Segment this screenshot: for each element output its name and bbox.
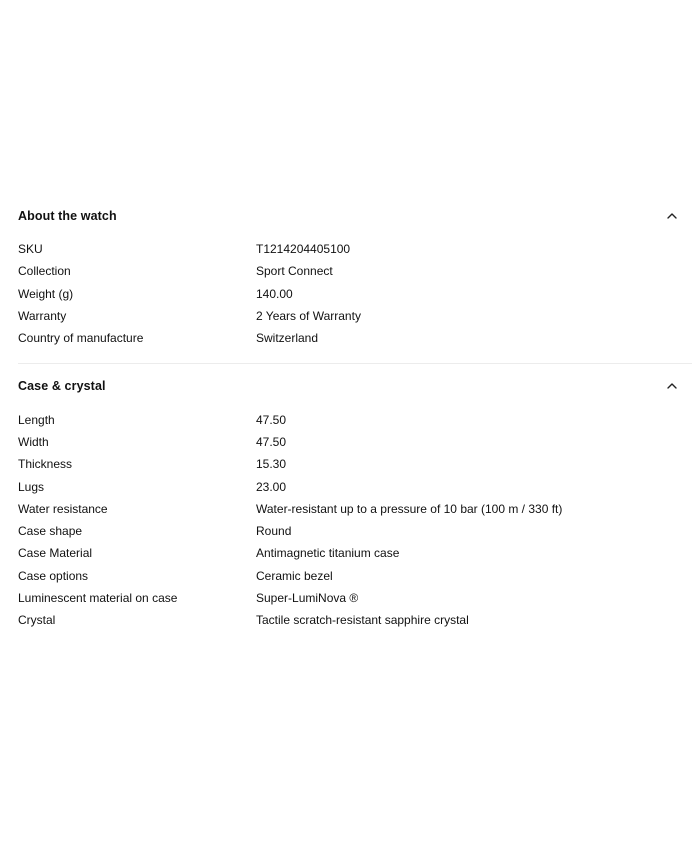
spec-value: Antimagnetic titanium case [256,546,400,561]
spec-list [18,238,692,349]
spec-label: Crystal [18,613,56,628]
spec-row-luminescent-material [18,587,692,609]
spec-label: Length [18,412,55,427]
spec-label: Case options [18,568,89,583]
spec-value: 15.30 [256,457,287,472]
chevron-up-icon[interactable] [666,380,678,392]
section-header-about-the-watch[interactable] [18,200,692,232]
spec-label: Lugs [18,479,45,494]
watch-specifications [18,200,692,631]
spec-row-crystal [18,609,692,631]
spec-value: Water-resistant up to a pressure of 10 bar (100 m / 330 ft) [256,501,563,516]
spec-label: Case shape [18,524,83,539]
spec-value: 140.00 [256,286,293,301]
spec-row-lugs [18,475,692,497]
spec-row-length [18,408,692,430]
spec-value: Tactile scratch-resistant sapphire crystal [256,613,469,628]
spec-value: 47.50 [256,434,287,449]
spec-row-country-of-manufacture [18,327,692,349]
spec-value: Round [256,524,292,539]
section-header-case-and-crystal[interactable] [18,370,692,402]
spec-label: Country of manufacture [18,331,144,346]
spec-value: Super-LumiNova ® [256,591,359,605]
spec-label: Weight (g) [18,286,74,301]
section-title: Case & crystal [18,379,106,394]
section-title: About the watch [18,209,117,223]
spec-value: 47.50 [256,412,287,427]
spec-list [18,408,692,631]
spec-label: Thickness [18,457,73,472]
spec-row-thickness [18,453,692,475]
spec-label: Width [18,434,49,449]
spec-value: Switzerland [256,331,319,346]
spec-row-case-options [18,565,692,587]
spec-value: 2 Years of Warranty [256,309,361,324]
section-divider [18,363,692,364]
spec-row-case-material [18,542,692,564]
spec-row-water-resistance [18,498,692,520]
section-case-and-crystal [18,370,692,631]
spec-label: Water resistance [18,501,108,516]
spec-label: SKU [18,242,43,257]
spec-label: Case Material [18,546,93,561]
spec-value: Ceramic bezel [256,568,333,583]
section-about-the-watch [18,200,692,349]
spec-row-weight [18,283,692,305]
chevron-up-icon[interactable] [666,210,678,222]
spec-row-collection [18,260,692,282]
spec-row-case-shape [18,520,692,542]
spec-row-sku [18,238,692,260]
spec-label: Collection [18,264,71,279]
spec-row-width [18,431,692,453]
spec-label: Warranty [18,309,67,324]
spec-value: Sport Connect [256,264,333,279]
spec-label: Luminescent material on case [18,591,178,605]
spec-row-warranty [18,305,692,327]
spec-value: 23.00 [256,479,287,494]
spec-value: T1214204405100 [256,242,351,257]
